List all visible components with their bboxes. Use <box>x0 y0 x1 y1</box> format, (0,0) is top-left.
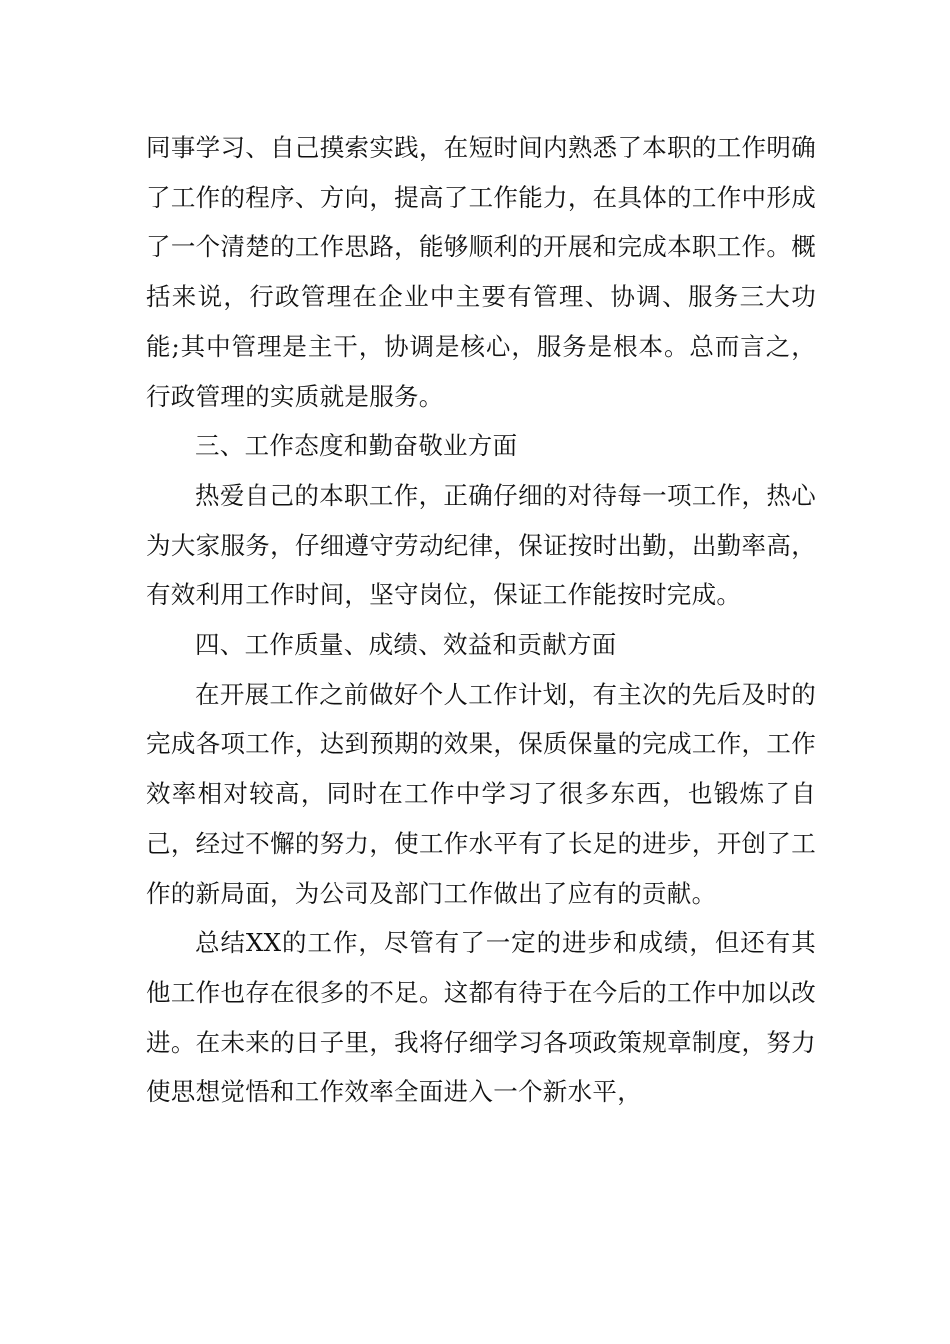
section-heading-work-attitude: 三、工作态度和勤奋敬业方面 <box>195 431 518 461</box>
section-heading-work-quality: 四、工作质量、成绩、效益和贡献方面 <box>195 630 617 660</box>
paragraph-work-familiarization: 同事学习、自己摸索实践，在短时间内熟悉了本职的工作明确了工作的程序、方向，提高了工作能力，在具体的工作中形成了一个清楚的工作思路，能够顺利的开展和完成本职工作。概括来说，行政管理在企业中主要有管理、协调、服务三大功能;其中管理是主干，协调是核心，服务是根本。总而言之，行政管理的实质就是服务。 <box>146 133 816 411</box>
paragraph-summary: 总结XX的工作，尽管有了一定的进步和成绩，但还有其他工作也存在很多的不足。这都有待于在今后的工作中加以改进。在未来的日子里，我将仔细学习各项政策规章制度，努力使思想觉悟和工作效率全面进入一个新水平， <box>146 928 816 1107</box>
paragraph-work-quality: 在开展工作之前做好个人工作计划，有主次的先后及时的完成各项工作，达到预期的效果，保质保量的完成工作，工作效率相对较高，同时在工作中学习了很多东西，也锻炼了自己，经过不懈的努力，使工作水平有了长足的进步，开创了工作的新局面，为公司及部门工作做出了应有的贡献。 <box>146 679 816 908</box>
paragraph-work-attitude: 热爱自己的本职工作，正确仔细的对待每一项工作，热心为大家服务，仔细遵守劳动纪律，保证按时出勤，出勤率高，有效利用工作时间，坚守岗位，保证工作能按时完成。 <box>146 480 816 610</box>
document-body <box>146 123 816 1117</box>
